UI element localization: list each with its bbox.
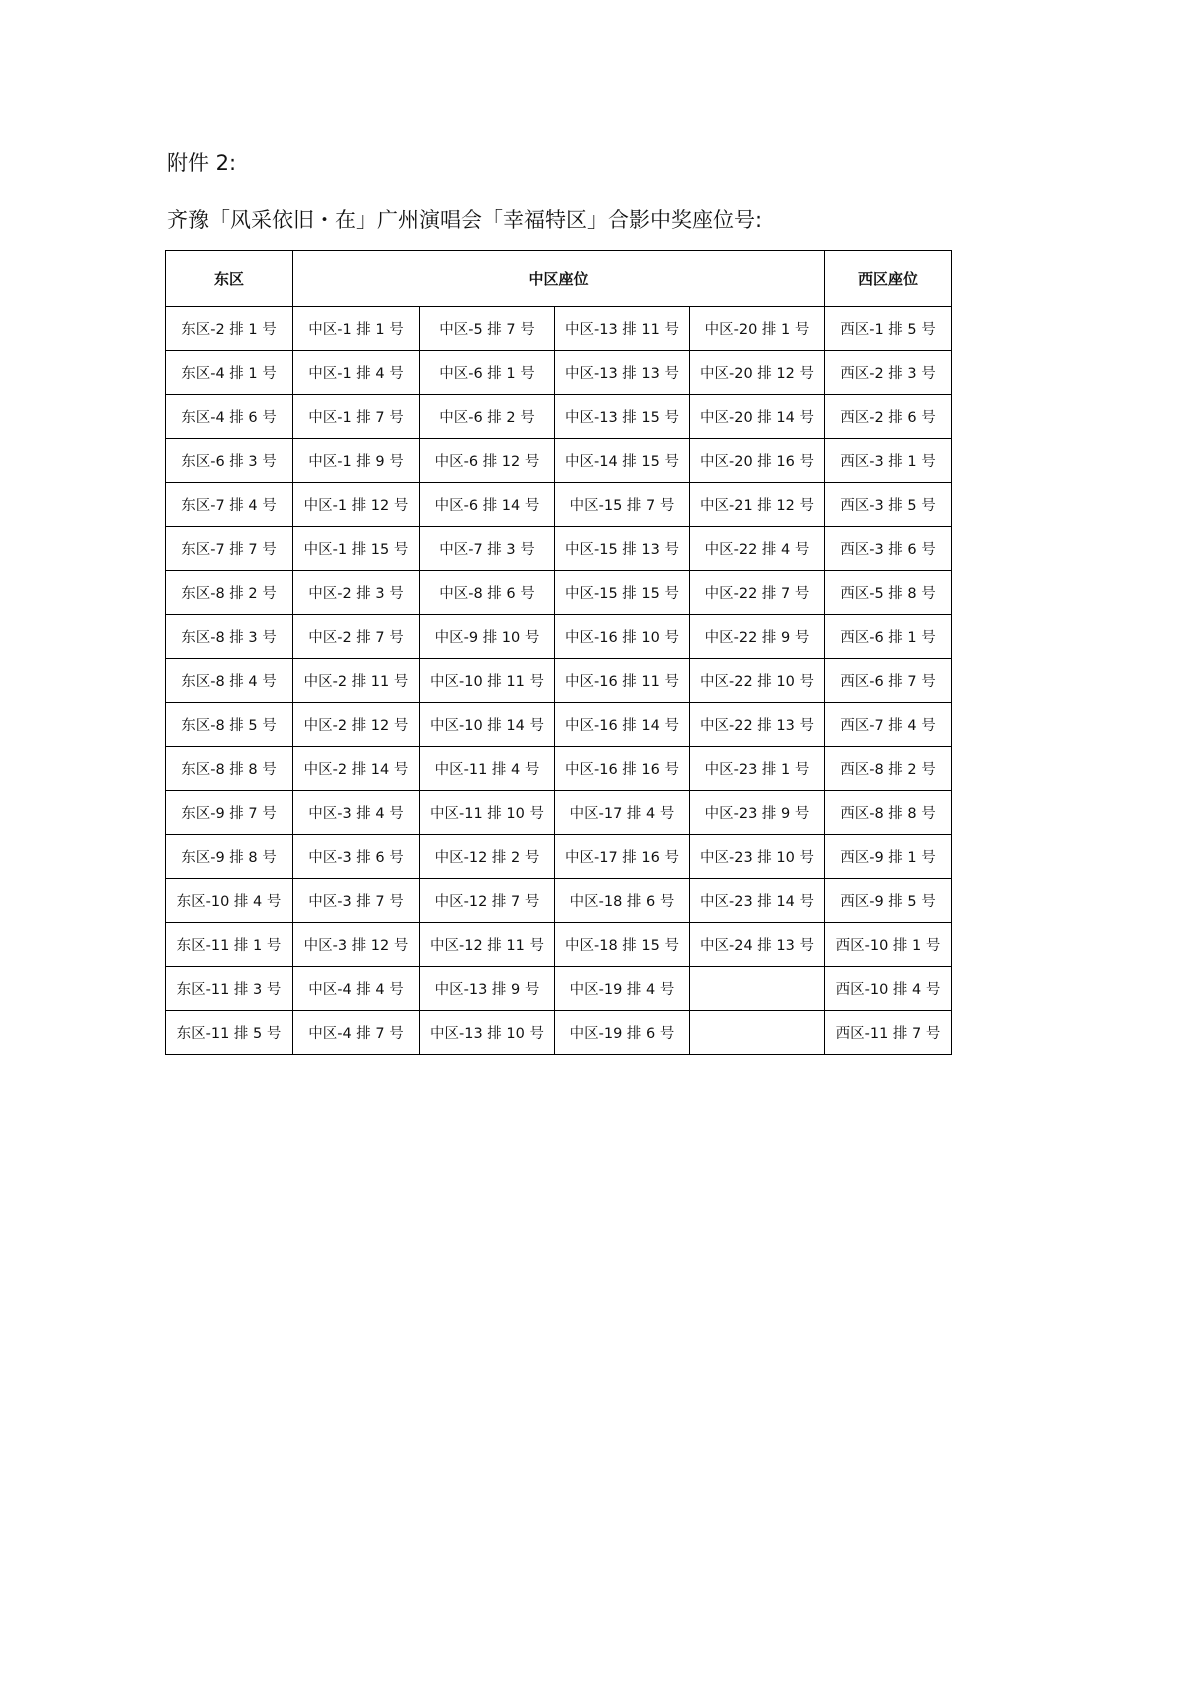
middle-seat-cell: 中区-20 排 16 号 bbox=[690, 439, 825, 483]
west-seat-cell: 西区-3 排 6 号 bbox=[825, 527, 952, 571]
table-row bbox=[166, 923, 952, 967]
middle-seat-cell: 中区-22 排 7 号 bbox=[690, 571, 825, 615]
document-title: 齐豫「风采依旧・在」广州演唱会「幸福特区」合影中奖座位号: bbox=[167, 208, 763, 232]
west-seat-cell: 西区-2 排 3 号 bbox=[825, 351, 952, 395]
west-seat-cell: 西区-3 排 5 号 bbox=[825, 483, 952, 527]
middle-seat-cell: 中区-16 排 16 号 bbox=[555, 747, 690, 791]
west-seat-cell: 西区-10 排 4 号 bbox=[825, 967, 952, 1011]
middle-seat-cell: 中区-6 排 14 号 bbox=[420, 483, 555, 527]
middle-seat-cell: 中区-20 排 12 号 bbox=[690, 351, 825, 395]
middle-seat-cell: 中区-12 排 7 号 bbox=[420, 879, 555, 923]
table-row bbox=[166, 351, 952, 395]
middle-seat-cell: 中区-2 排 12 号 bbox=[293, 703, 420, 747]
east-seat-cell: 东区-7 排 4 号 bbox=[166, 483, 293, 527]
middle-seat-cell: 中区-11 排 4 号 bbox=[420, 747, 555, 791]
table-row bbox=[166, 483, 952, 527]
table-row bbox=[166, 615, 952, 659]
middle-seat-cell: 中区-1 排 1 号 bbox=[293, 307, 420, 351]
west-seat-cell: 西区-7 排 4 号 bbox=[825, 703, 952, 747]
middle-seat-cell: 中区-16 排 14 号 bbox=[555, 703, 690, 747]
middle-seat-cell: 中区-3 排 4 号 bbox=[293, 791, 420, 835]
table-row bbox=[166, 747, 952, 791]
middle-seat-cell: 中区-13 排 13 号 bbox=[555, 351, 690, 395]
west-seat-cell: 西区-5 排 8 号 bbox=[825, 571, 952, 615]
middle-seat-cell: 中区-13 排 15 号 bbox=[555, 395, 690, 439]
middle-seat-cell: 中区-3 排 6 号 bbox=[293, 835, 420, 879]
middle-seat-cell: 中区-10 排 11 号 bbox=[420, 659, 555, 703]
middle-seat-cell: 中区-9 排 10 号 bbox=[420, 615, 555, 659]
west-seat-cell: 西区-10 排 1 号 bbox=[825, 923, 952, 967]
west-seat-cell: 西区-1 排 5 号 bbox=[825, 307, 952, 351]
header-middle-zone: 中区座位 bbox=[293, 251, 825, 307]
east-seat-cell: 东区-7 排 7 号 bbox=[166, 527, 293, 571]
middle-seat-cell: 中区-3 排 12 号 bbox=[293, 923, 420, 967]
header-east-zone: 东区 bbox=[166, 251, 293, 307]
middle-seat-cell: 中区-6 排 2 号 bbox=[420, 395, 555, 439]
west-seat-cell: 西区-6 排 7 号 bbox=[825, 659, 952, 703]
east-seat-cell: 东区-9 排 8 号 bbox=[166, 835, 293, 879]
middle-seat-cell: 中区-7 排 3 号 bbox=[420, 527, 555, 571]
middle-seat-cell: 中区-12 排 11 号 bbox=[420, 923, 555, 967]
middle-seat-cell: 中区-18 排 15 号 bbox=[555, 923, 690, 967]
middle-seat-cell: 中区-2 排 11 号 bbox=[293, 659, 420, 703]
middle-seat-cell: 中区-22 排 4 号 bbox=[690, 527, 825, 571]
middle-seat-cell: 中区-1 排 12 号 bbox=[293, 483, 420, 527]
west-seat-cell: 西区-6 排 1 号 bbox=[825, 615, 952, 659]
west-seat-cell: 西区-9 排 5 号 bbox=[825, 879, 952, 923]
table-row bbox=[166, 1011, 952, 1055]
middle-seat-cell: 中区-16 排 10 号 bbox=[555, 615, 690, 659]
table-row bbox=[166, 439, 952, 483]
middle-seat-cell: 中区-1 排 4 号 bbox=[293, 351, 420, 395]
middle-seat-cell: 中区-24 排 13 号 bbox=[690, 923, 825, 967]
middle-seat-cell: 中区-22 排 9 号 bbox=[690, 615, 825, 659]
east-seat-cell: 东区-8 排 8 号 bbox=[166, 747, 293, 791]
middle-seat-cell: 中区-2 排 3 号 bbox=[293, 571, 420, 615]
middle-seat-cell: 中区-6 排 1 号 bbox=[420, 351, 555, 395]
middle-seat-cell: 中区-15 排 13 号 bbox=[555, 527, 690, 571]
middle-seat-cell: 中区-23 排 14 号 bbox=[690, 879, 825, 923]
east-seat-cell: 东区-8 排 2 号 bbox=[166, 571, 293, 615]
east-seat-cell: 东区-8 排 4 号 bbox=[166, 659, 293, 703]
west-seat-cell: 西区-8 排 2 号 bbox=[825, 747, 952, 791]
middle-seat-cell: 中区-21 排 12 号 bbox=[690, 483, 825, 527]
east-seat-cell: 东区-8 排 5 号 bbox=[166, 703, 293, 747]
middle-seat-cell: 中区-22 排 13 号 bbox=[690, 703, 825, 747]
east-seat-cell: 东区-2 排 1 号 bbox=[166, 307, 293, 351]
middle-seat-cell: 中区-16 排 11 号 bbox=[555, 659, 690, 703]
middle-seat-cell: 中区-10 排 14 号 bbox=[420, 703, 555, 747]
table-row bbox=[166, 835, 952, 879]
middle-seat-cell: 中区-17 排 16 号 bbox=[555, 835, 690, 879]
middle-seat-cell: 中区-3 排 7 号 bbox=[293, 879, 420, 923]
middle-seat-cell: 中区-17 排 4 号 bbox=[555, 791, 690, 835]
middle-seat-cell: 中区-23 排 10 号 bbox=[690, 835, 825, 879]
middle-seat-cell: 中区-8 排 6 号 bbox=[420, 571, 555, 615]
middle-seat-cell: 中区-14 排 15 号 bbox=[555, 439, 690, 483]
middle-seat-cell bbox=[690, 1011, 825, 1055]
middle-seat-cell bbox=[690, 967, 825, 1011]
middle-seat-cell: 中区-5 排 7 号 bbox=[420, 307, 555, 351]
middle-seat-cell: 中区-1 排 9 号 bbox=[293, 439, 420, 483]
west-seat-cell: 西区-9 排 1 号 bbox=[825, 835, 952, 879]
middle-seat-cell: 中区-1 排 15 号 bbox=[293, 527, 420, 571]
middle-seat-cell: 中区-2 排 14 号 bbox=[293, 747, 420, 791]
east-seat-cell: 东区-8 排 3 号 bbox=[166, 615, 293, 659]
header-west-zone: 西区座位 bbox=[825, 251, 952, 307]
west-seat-cell: 西区-11 排 7 号 bbox=[825, 1011, 952, 1055]
middle-seat-cell: 中区-19 排 6 号 bbox=[555, 1011, 690, 1055]
east-seat-cell: 东区-4 排 6 号 bbox=[166, 395, 293, 439]
table-row bbox=[166, 791, 952, 835]
table-row bbox=[166, 879, 952, 923]
east-seat-cell: 东区-6 排 3 号 bbox=[166, 439, 293, 483]
middle-seat-cell: 中区-23 排 9 号 bbox=[690, 791, 825, 835]
attachment-label: 附件 2: bbox=[167, 151, 237, 175]
middle-seat-cell: 中区-4 排 4 号 bbox=[293, 967, 420, 1011]
table-body bbox=[166, 307, 952, 1055]
east-seat-cell: 东区-4 排 1 号 bbox=[166, 351, 293, 395]
middle-seat-cell: 中区-15 排 7 号 bbox=[555, 483, 690, 527]
east-seat-cell: 东区-10 排 4 号 bbox=[166, 879, 293, 923]
table-header-row bbox=[166, 251, 952, 307]
middle-seat-cell: 中区-13 排 11 号 bbox=[555, 307, 690, 351]
table-row bbox=[166, 967, 952, 1011]
table-row bbox=[166, 527, 952, 571]
table-row bbox=[166, 395, 952, 439]
middle-seat-cell: 中区-23 排 1 号 bbox=[690, 747, 825, 791]
middle-seat-cell: 中区-11 排 10 号 bbox=[420, 791, 555, 835]
middle-seat-cell: 中区-20 排 14 号 bbox=[690, 395, 825, 439]
middle-seat-cell: 中区-2 排 7 号 bbox=[293, 615, 420, 659]
winning-seats-table bbox=[165, 250, 952, 1055]
table-row bbox=[166, 307, 952, 351]
middle-seat-cell: 中区-13 排 9 号 bbox=[420, 967, 555, 1011]
middle-seat-cell: 中区-19 排 4 号 bbox=[555, 967, 690, 1011]
middle-seat-cell: 中区-1 排 7 号 bbox=[293, 395, 420, 439]
table-row bbox=[166, 703, 952, 747]
east-seat-cell: 东区-11 排 3 号 bbox=[166, 967, 293, 1011]
west-seat-cell: 西区-2 排 6 号 bbox=[825, 395, 952, 439]
middle-seat-cell: 中区-15 排 15 号 bbox=[555, 571, 690, 615]
table-row bbox=[166, 659, 952, 703]
middle-seat-cell: 中区-22 排 10 号 bbox=[690, 659, 825, 703]
middle-seat-cell: 中区-12 排 2 号 bbox=[420, 835, 555, 879]
middle-seat-cell: 中区-20 排 1 号 bbox=[690, 307, 825, 351]
table-row bbox=[166, 571, 952, 615]
middle-seat-cell: 中区-13 排 10 号 bbox=[420, 1011, 555, 1055]
west-seat-cell: 西区-3 排 1 号 bbox=[825, 439, 952, 483]
middle-seat-cell: 中区-4 排 7 号 bbox=[293, 1011, 420, 1055]
middle-seat-cell: 中区-18 排 6 号 bbox=[555, 879, 690, 923]
east-seat-cell: 东区-9 排 7 号 bbox=[166, 791, 293, 835]
west-seat-cell: 西区-8 排 8 号 bbox=[825, 791, 952, 835]
east-seat-cell: 东区-11 排 5 号 bbox=[166, 1011, 293, 1055]
east-seat-cell: 东区-11 排 1 号 bbox=[166, 923, 293, 967]
middle-seat-cell: 中区-6 排 12 号 bbox=[420, 439, 555, 483]
